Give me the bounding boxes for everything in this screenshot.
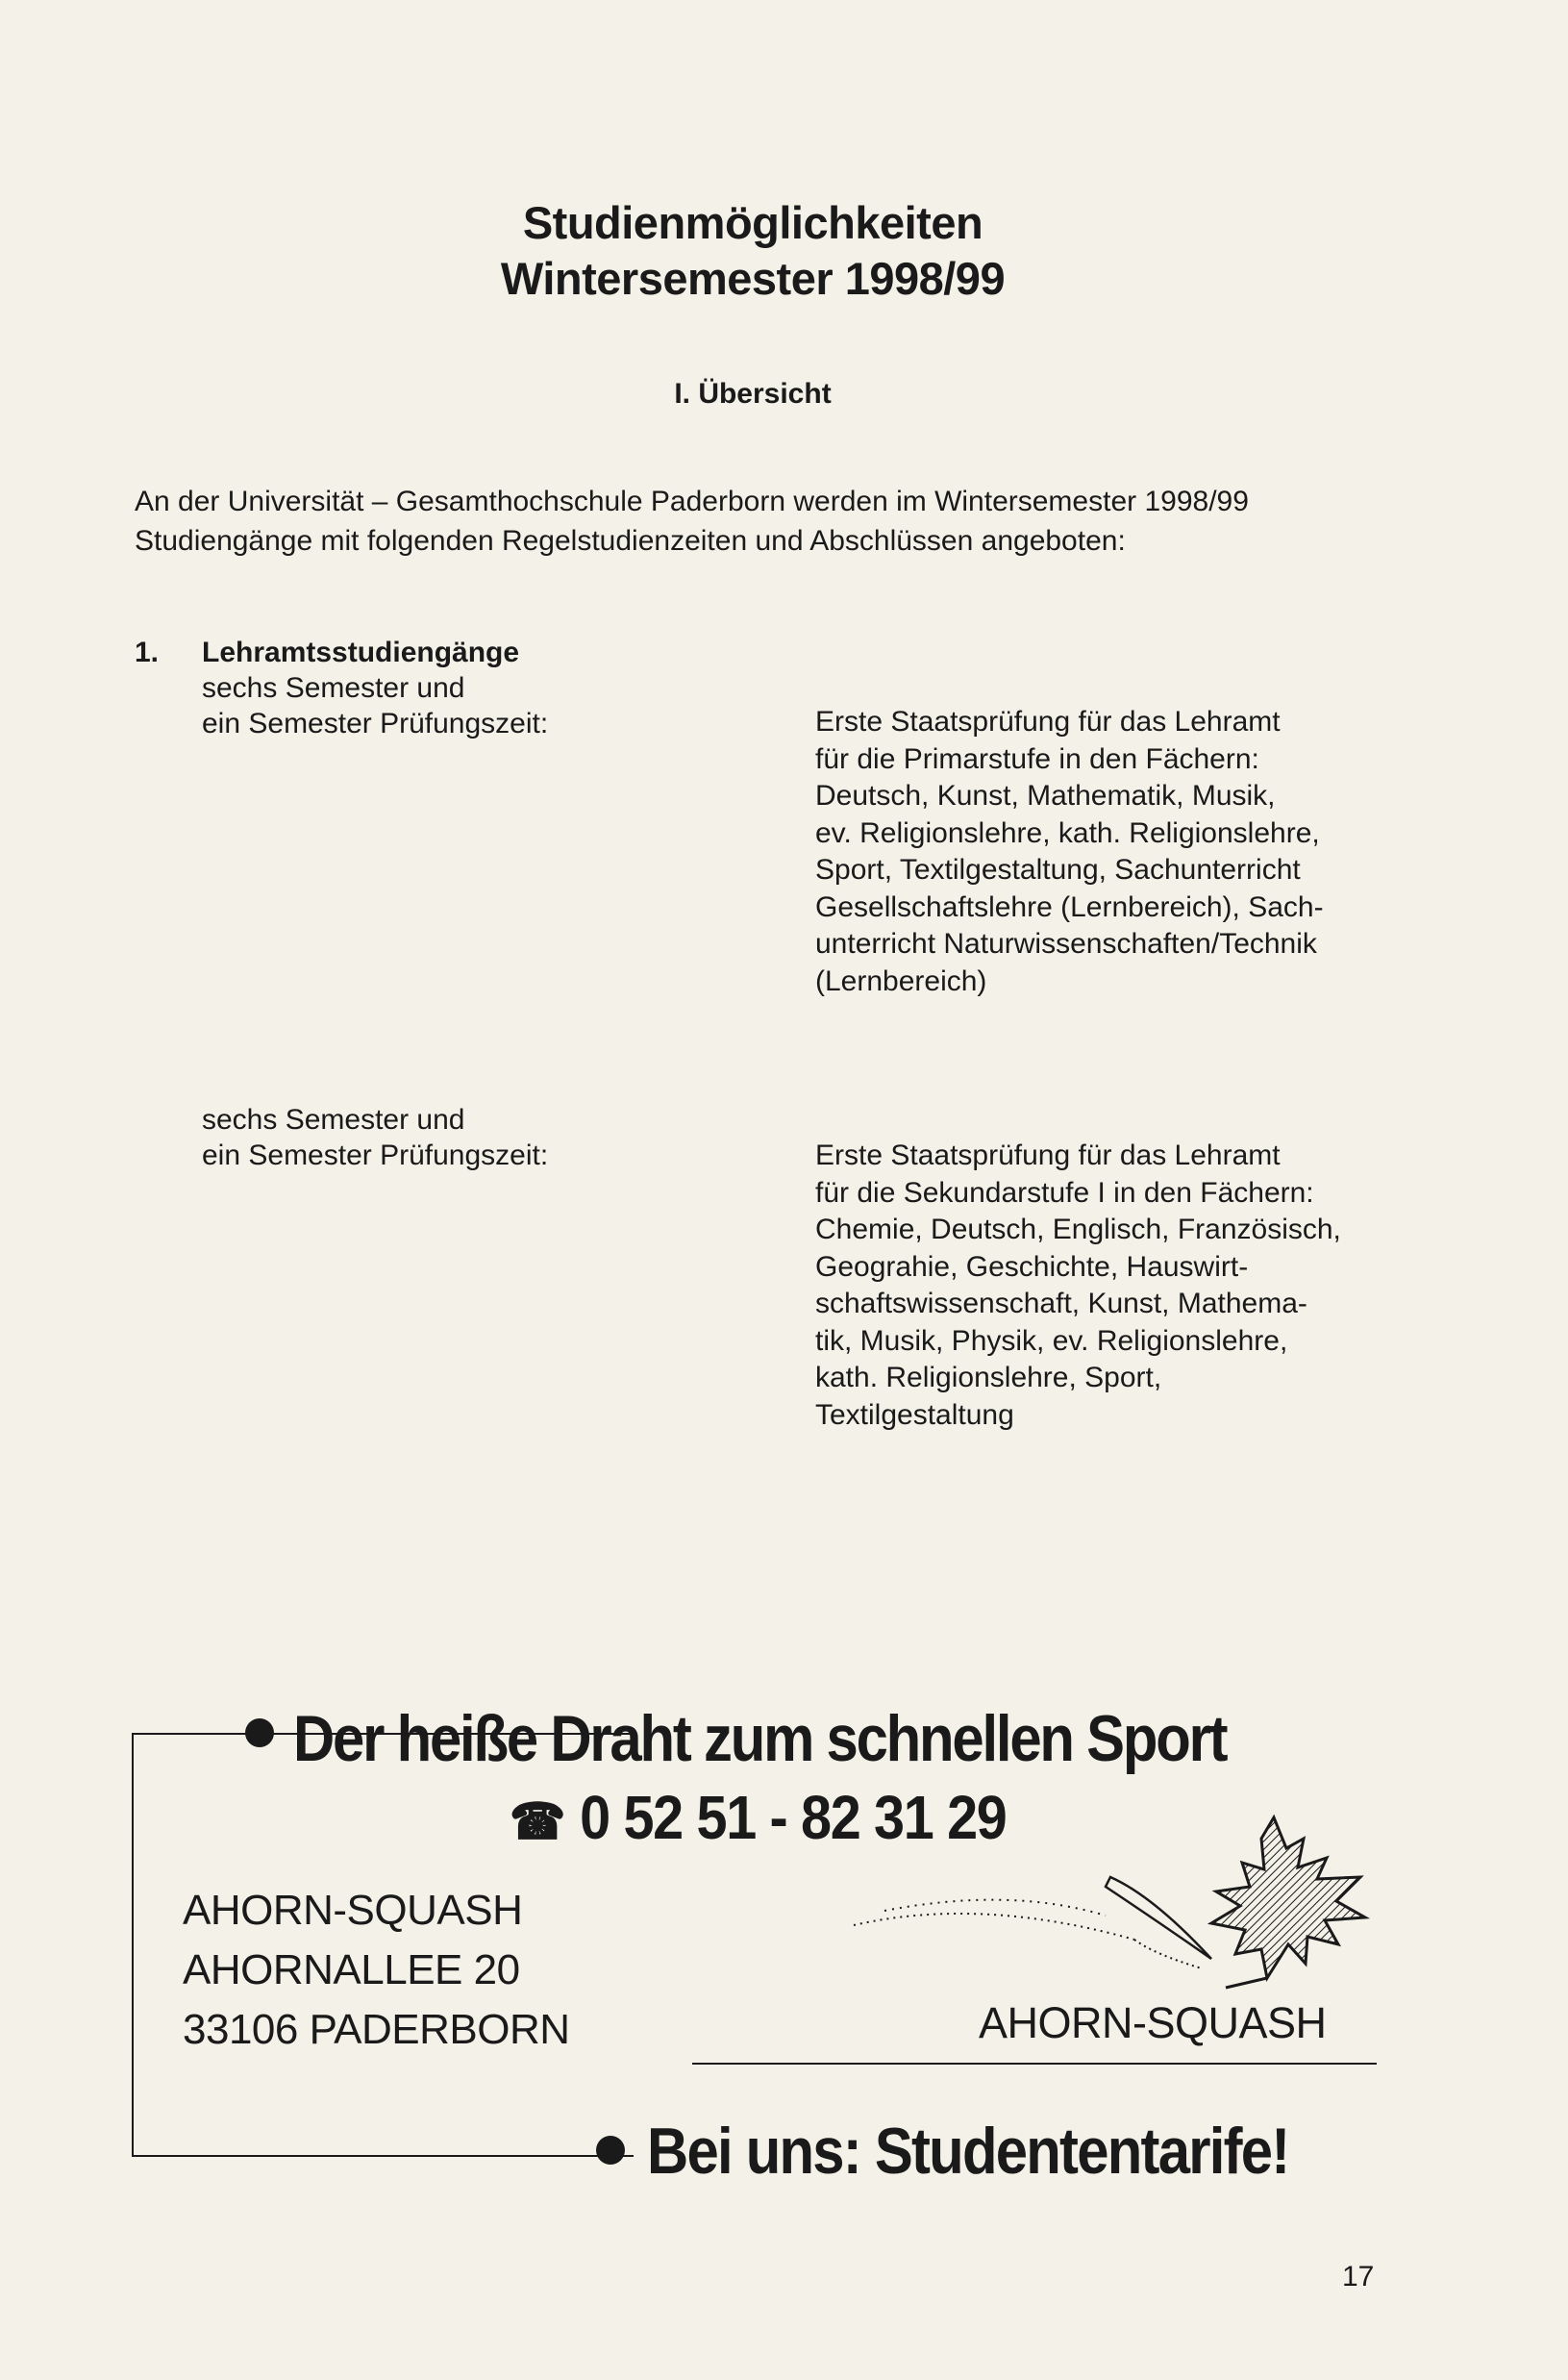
entry-2-degree bbox=[815, 1138, 1431, 1434]
entry-2-degree-line: schaftswissenschaft, Kunst, Mathema- bbox=[815, 1288, 1307, 1319]
intro-line-2: Studiengänge mit folgenden Regelstudienzeiten und Abschlüssen angeboten: bbox=[135, 525, 1126, 557]
entry-2-degree-line: kath. Religionslehre, Sport, bbox=[815, 1362, 1162, 1393]
entry-1-degree bbox=[815, 704, 1431, 1000]
entry-1-degree-line: ev. Religionslehre, kath. Religionslehre, bbox=[815, 816, 1320, 849]
ad-address-line-3: 33106 PADERBORN bbox=[183, 2006, 570, 2053]
section-heading: I. Übersicht bbox=[674, 378, 832, 410]
bullet-dot-icon bbox=[245, 1718, 274, 1747]
intro-paragraph bbox=[135, 482, 1423, 561]
entry-1-duration-line: sechs Semester und bbox=[202, 672, 465, 704]
entry-2-duration bbox=[202, 1102, 625, 1173]
ad-brand-name: AHORN-SQUASH bbox=[979, 1998, 1327, 2047]
list-number: 1. bbox=[135, 637, 160, 668]
entry-2-degree-line: tik, Musik, Physik, ev. Religionslehre, bbox=[815, 1324, 1288, 1357]
entry-2-degree-line: für die Sekundarstufe I in den Fächern: bbox=[815, 1176, 1314, 1209]
bullet-dot-icon bbox=[596, 2136, 625, 2165]
page-title bbox=[0, 195, 1506, 307]
intro-line-1: An der Universität – Gesamthochschule Paderborn werden im Wintersemester 1998/99 bbox=[135, 486, 1249, 517]
entry-1-degree-line: Gesellschaftslehre (Lernbereich), Sach- bbox=[815, 890, 1324, 923]
entry-2-degree-line: Textilgestaltung bbox=[815, 1398, 1014, 1431]
entry-2-degree-line: Erste Staatsprüfung für das Lehramt bbox=[815, 1140, 1281, 1171]
entry-1-duration-line: ein Semester Prüfungszeit: bbox=[202, 708, 549, 739]
entry-1-degree-line: unterricht Naturwissenschaften/Technik bbox=[815, 928, 1317, 960]
ad-address-line-1: AHORN-SQUASH bbox=[183, 1887, 523, 1934]
ad-phone-number: 0 52 51 - 82 31 29 bbox=[580, 1783, 1007, 1852]
entry-2-degree-line: Geograhie, Geschichte, Hauswirt- bbox=[815, 1250, 1249, 1283]
ad-address-line-2: AHORNALLEE 20 bbox=[183, 1946, 520, 1993]
title-line-1: Studienmöglichkeiten bbox=[522, 197, 983, 248]
entry-1-degree-line: für die Primarstufe in den Fächern: bbox=[815, 742, 1259, 775]
list-heading: Lehramtsstudiengänge bbox=[202, 637, 520, 668]
entry-2-duration-line: sechs Semester und bbox=[202, 1104, 465, 1136]
entry-2-duration-line: ein Semester Prüfungszeit: bbox=[202, 1140, 549, 1171]
telephone-icon: ☎ bbox=[510, 1794, 564, 1850]
entry-1-degree-line: Deutsch, Kunst, Mathematik, Musik, bbox=[815, 780, 1276, 812]
entry-1-duration bbox=[202, 670, 625, 741]
page-number: 17 bbox=[1342, 2261, 1375, 2292]
entry-1-degree-line: Erste Staatsprüfung für das Lehramt bbox=[815, 706, 1281, 738]
ad-divider bbox=[692, 2063, 1377, 2065]
title-line-2: Wintersemester 1998/99 bbox=[500, 253, 1006, 304]
ad-headline: Der heiße Draht zum schnellen Sport bbox=[293, 1702, 1227, 1775]
maple-leaf-icon bbox=[846, 1810, 1384, 1992]
entry-1-degree-line: Sport, Textilgestaltung, Sachunterricht bbox=[815, 854, 1301, 886]
ad-footer-slogan: Bei uns: Studententarife! bbox=[647, 2115, 1289, 2188]
entry-1-degree-line: (Lernbereich) bbox=[815, 965, 987, 997]
entry-2-degree-line: Chemie, Deutsch, Englisch, Französisch, bbox=[815, 1214, 1341, 1245]
